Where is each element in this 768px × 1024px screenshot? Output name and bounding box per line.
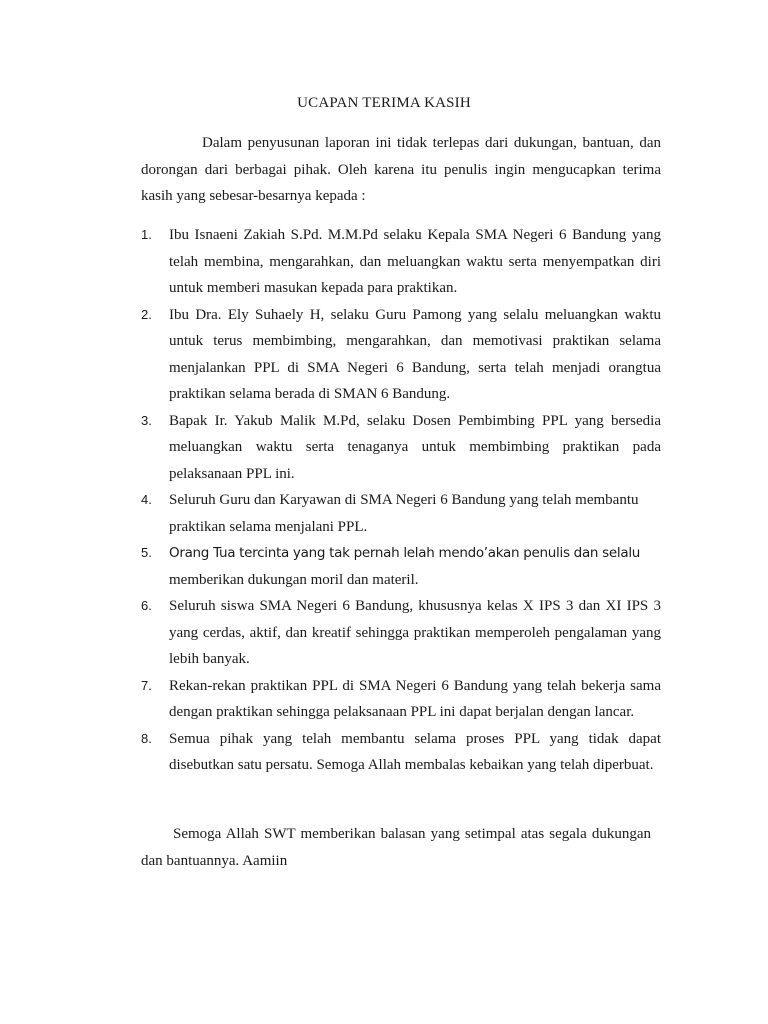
- acknowledgement-list: [0, 222, 768, 779]
- intro-paragraph: Dalam penyusunan laporan ini tidak terlepas dari dukungan, bantuan, dan dorongan dari berbagai pihak. Oleh karena itu penulis ingin mengucapkan terima kasih yang sebesar-besarnya kepada :: [141, 135, 661, 204]
- list-number: 1.: [141, 227, 152, 242]
- list-item: [0, 593, 768, 673]
- list-item: [0, 673, 768, 726]
- closing-paragraph: Semoga Allah SWT memberikan balasan yang setimpal atas segala dukungan dan bantuannya. Aamiin: [141, 826, 651, 869]
- list-item-text-line: memberikan dukungan moril dan materil.: [169, 571, 419, 588]
- list-item: [0, 408, 768, 488]
- list-item-text: Semua pihak yang telah membantu selama proses PPL yang tidak dapat disebutkan satu persatu. Semoga Allah membalas kebaikan yang telah diperbuat.: [169, 730, 661, 773]
- list-number: 3.: [141, 412, 152, 428]
- list-item: [0, 487, 768, 540]
- page-title: UCAPAN TERIMA KASIH: [297, 95, 471, 111]
- list-number: 4.: [141, 492, 152, 507]
- list-number: 7.: [141, 677, 152, 693]
- list-item: [0, 726, 768, 779]
- list-item-text-line: Orang Tua tercinta yang tak pernah lelah mendo’akan penulis dan selalu: [169, 545, 641, 561]
- list-item-text: Seluruh Guru dan Karyawan di SMA Negeri 6 Bandung yang telah membantu praktikan selama menjalani PPL.: [169, 492, 639, 535]
- list-number: 6.: [141, 598, 152, 613]
- list-item-text: [169, 540, 661, 593]
- list-item-text: Bapak Ir. Yakub Malik M.Pd, selaku Dosen Pembimbing PPL yang bersedia meluangkan waktu serta tenaganya untuk membimbing praktikan pada pelaksanaan PPL ini.: [169, 412, 661, 482]
- list-item-text: Ibu Isnaeni Zakiah S.Pd. M.M.Pd selaku Kepala SMA Negeri 6 Bandung yang telah membina, mengarahkan, dan meluangkan waktu serta menyempatkan diri untuk memberi masukan kepada para praktikan.: [169, 227, 661, 296]
- list-item-text: Ibu Dra. Ely Suhaely H, selaku Guru Pamong yang selalu meluangkan waktu untuk terus membimbing, mengarahkan, dan memotivasi praktikan selama menjalankan PPL di SMA Negeri 6 Bandung, serta telah menjadi orangtua praktikan selama berada di SMAN 6 Bandung.: [169, 306, 661, 402]
- list-item-text: Seluruh siswa SMA Negeri 6 Bandung, khususnya kelas X IPS 3 dan XI IPS 3 yang cerdas, aktif, dan kreatif sehingga praktikan memperoleh pengalaman yang lebih banyak.: [169, 598, 661, 667]
- list-item: [0, 302, 768, 408]
- list-item: [0, 222, 768, 302]
- list-number: 2.: [141, 306, 152, 322]
- list-number: 8.: [141, 730, 152, 746]
- list-item-text: Rekan-rekan praktikan PPL di SMA Negeri 6 Bandung yang telah bekerja sama dengan praktikan sehingga pelaksanaan PPL ini dapat berjalan dengan lancar.: [169, 677, 661, 720]
- list-item: [0, 540, 768, 593]
- list-number: 5.: [141, 545, 152, 560]
